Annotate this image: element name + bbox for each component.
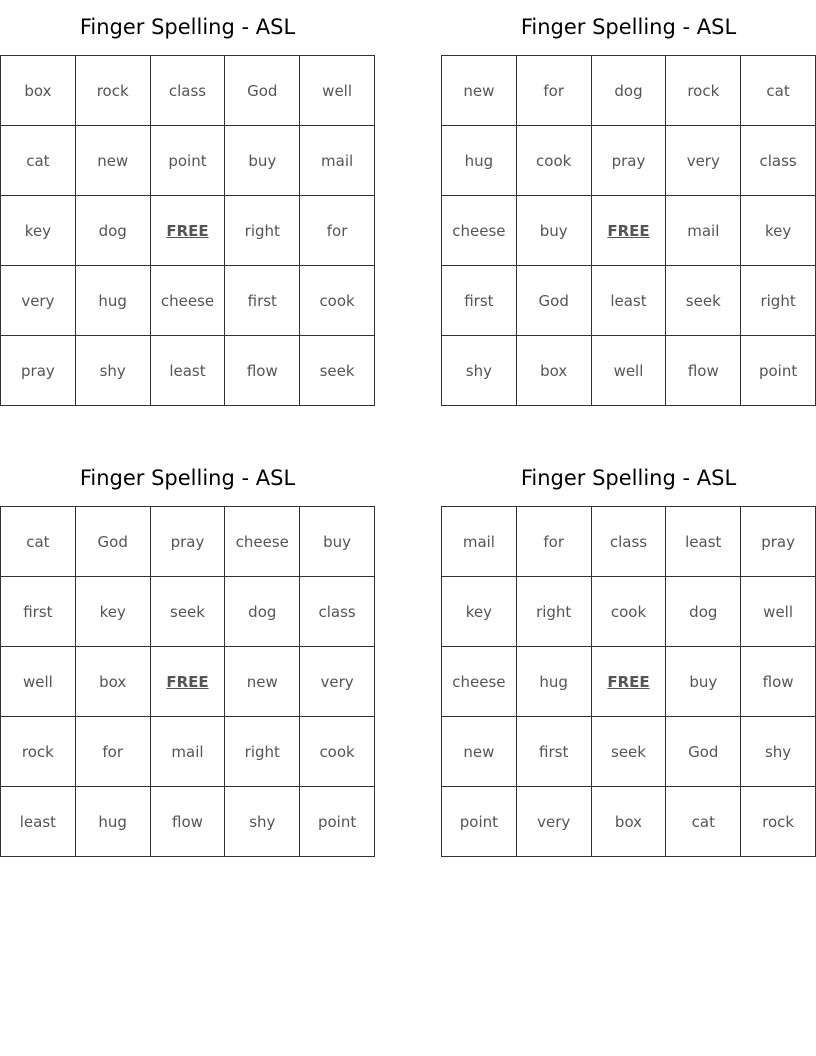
bingo-grid xyxy=(0,506,375,857)
bingo-cell: first xyxy=(225,266,300,336)
bingo-cell: pray xyxy=(592,126,667,196)
bingo-grid xyxy=(441,55,816,406)
bingo-cell: point xyxy=(741,336,816,406)
bingo-cell: mail xyxy=(442,507,517,577)
bingo-cell: hug xyxy=(517,647,592,717)
bingo-cell: key xyxy=(442,577,517,647)
bingo-cell: buy xyxy=(225,126,300,196)
bingo-cell: cat xyxy=(1,507,76,577)
free-space-cell: FREE xyxy=(592,196,667,266)
bingo-cell: shy xyxy=(225,787,300,857)
bingo-cell: for xyxy=(517,507,592,577)
bingo-cell: well xyxy=(300,56,375,126)
bingo-cell: point xyxy=(151,126,226,196)
bingo-cell: first xyxy=(442,266,517,336)
bingo-cell: rock xyxy=(666,56,741,126)
bingo-cell: flow xyxy=(225,336,300,406)
bingo-cell: cook xyxy=(517,126,592,196)
bingo-cell: least xyxy=(666,507,741,577)
bingo-cell: buy xyxy=(666,647,741,717)
card-title: Finger Spelling - ASL xyxy=(520,466,737,490)
bingo-cell: flow xyxy=(741,647,816,717)
bingo-cell: dog xyxy=(225,577,300,647)
bingo-cell: well xyxy=(741,577,816,647)
bingo-cell: dog xyxy=(666,577,741,647)
card-title: Finger Spelling - ASL xyxy=(79,466,296,490)
bingo-card-1 xyxy=(0,0,375,406)
bingo-cell: box xyxy=(1,56,76,126)
bingo-cell: God xyxy=(76,507,151,577)
bingo-cell: hug xyxy=(442,126,517,196)
bingo-cell: shy xyxy=(442,336,517,406)
bingo-cell: class xyxy=(300,577,375,647)
bingo-cell: box xyxy=(76,647,151,717)
bingo-cell: God xyxy=(666,717,741,787)
bingo-cell: mail xyxy=(666,196,741,266)
bingo-cell: new xyxy=(225,647,300,717)
bingo-cell: box xyxy=(592,787,667,857)
bingo-cell: for xyxy=(300,196,375,266)
bingo-cell: least xyxy=(592,266,667,336)
bingo-cell: hug xyxy=(76,266,151,336)
bingo-cell: mail xyxy=(300,126,375,196)
bingo-cell: key xyxy=(1,196,76,266)
bingo-card-2 xyxy=(441,0,816,406)
bingo-cell: least xyxy=(151,336,226,406)
bingo-cell: new xyxy=(442,717,517,787)
bingo-cell: key xyxy=(76,577,151,647)
card-title: Finger Spelling - ASL xyxy=(520,15,737,39)
card-title: Finger Spelling - ASL xyxy=(79,15,296,39)
free-space-cell: FREE xyxy=(151,647,226,717)
bingo-cell: very xyxy=(300,647,375,717)
bingo-cell: right xyxy=(225,717,300,787)
bingo-cell: well xyxy=(1,647,76,717)
bingo-cell: God xyxy=(517,266,592,336)
bingo-cell: for xyxy=(517,56,592,126)
bingo-cell: key xyxy=(741,196,816,266)
bingo-cell: right xyxy=(517,577,592,647)
bingo-cell: new xyxy=(76,126,151,196)
bingo-cell: rock xyxy=(741,787,816,857)
bingo-cell: seek xyxy=(151,577,226,647)
bingo-cell: seek xyxy=(300,336,375,406)
bingo-cell: shy xyxy=(741,717,816,787)
bingo-cell: new xyxy=(442,56,517,126)
bingo-cell: buy xyxy=(300,507,375,577)
bingo-cell: flow xyxy=(666,336,741,406)
bingo-cell: pray xyxy=(151,507,226,577)
bingo-cell: well xyxy=(592,336,667,406)
bingo-cell: pray xyxy=(741,507,816,577)
bingo-card-3 xyxy=(0,451,375,857)
bingo-cell: seek xyxy=(666,266,741,336)
bingo-cell: cheese xyxy=(225,507,300,577)
bingo-cell: for xyxy=(76,717,151,787)
bingo-grid xyxy=(0,55,375,406)
bingo-cell: rock xyxy=(76,56,151,126)
bingo-cell: very xyxy=(1,266,76,336)
bingo-grid xyxy=(441,506,816,857)
bingo-cell: cheese xyxy=(151,266,226,336)
bingo-cell: rock xyxy=(1,717,76,787)
bingo-cell: cat xyxy=(741,56,816,126)
bingo-cell: dog xyxy=(592,56,667,126)
bingo-cell: first xyxy=(1,577,76,647)
free-space-cell: FREE xyxy=(151,196,226,266)
bingo-cell: hug xyxy=(76,787,151,857)
bingo-cell: box xyxy=(517,336,592,406)
bingo-cell: dog xyxy=(76,196,151,266)
bingo-cell: class xyxy=(592,507,667,577)
bingo-cell: very xyxy=(666,126,741,196)
bingo-cell: first xyxy=(517,717,592,787)
bingo-cell: point xyxy=(442,787,517,857)
bingo-cell: least xyxy=(1,787,76,857)
bingo-cell: pray xyxy=(1,336,76,406)
free-space-cell: FREE xyxy=(592,647,667,717)
bingo-cell: God xyxy=(225,56,300,126)
bingo-cell: very xyxy=(517,787,592,857)
bingo-cell: cat xyxy=(1,126,76,196)
bingo-cell: cat xyxy=(666,787,741,857)
bingo-cell: cook xyxy=(592,577,667,647)
bingo-cell: flow xyxy=(151,787,226,857)
bingo-cell: cheese xyxy=(442,647,517,717)
bingo-cell: cook xyxy=(300,717,375,787)
bingo-cell: buy xyxy=(517,196,592,266)
bingo-cell: class xyxy=(151,56,226,126)
bingo-cell: mail xyxy=(151,717,226,787)
bingo-cell: class xyxy=(741,126,816,196)
bingo-cell: seek xyxy=(592,717,667,787)
bingo-cell: cheese xyxy=(442,196,517,266)
bingo-cell: cook xyxy=(300,266,375,336)
bingo-cell: right xyxy=(225,196,300,266)
bingo-cell: right xyxy=(741,266,816,336)
bingo-card-4 xyxy=(441,451,816,857)
bingo-cell: point xyxy=(300,787,375,857)
bingo-cell: shy xyxy=(76,336,151,406)
